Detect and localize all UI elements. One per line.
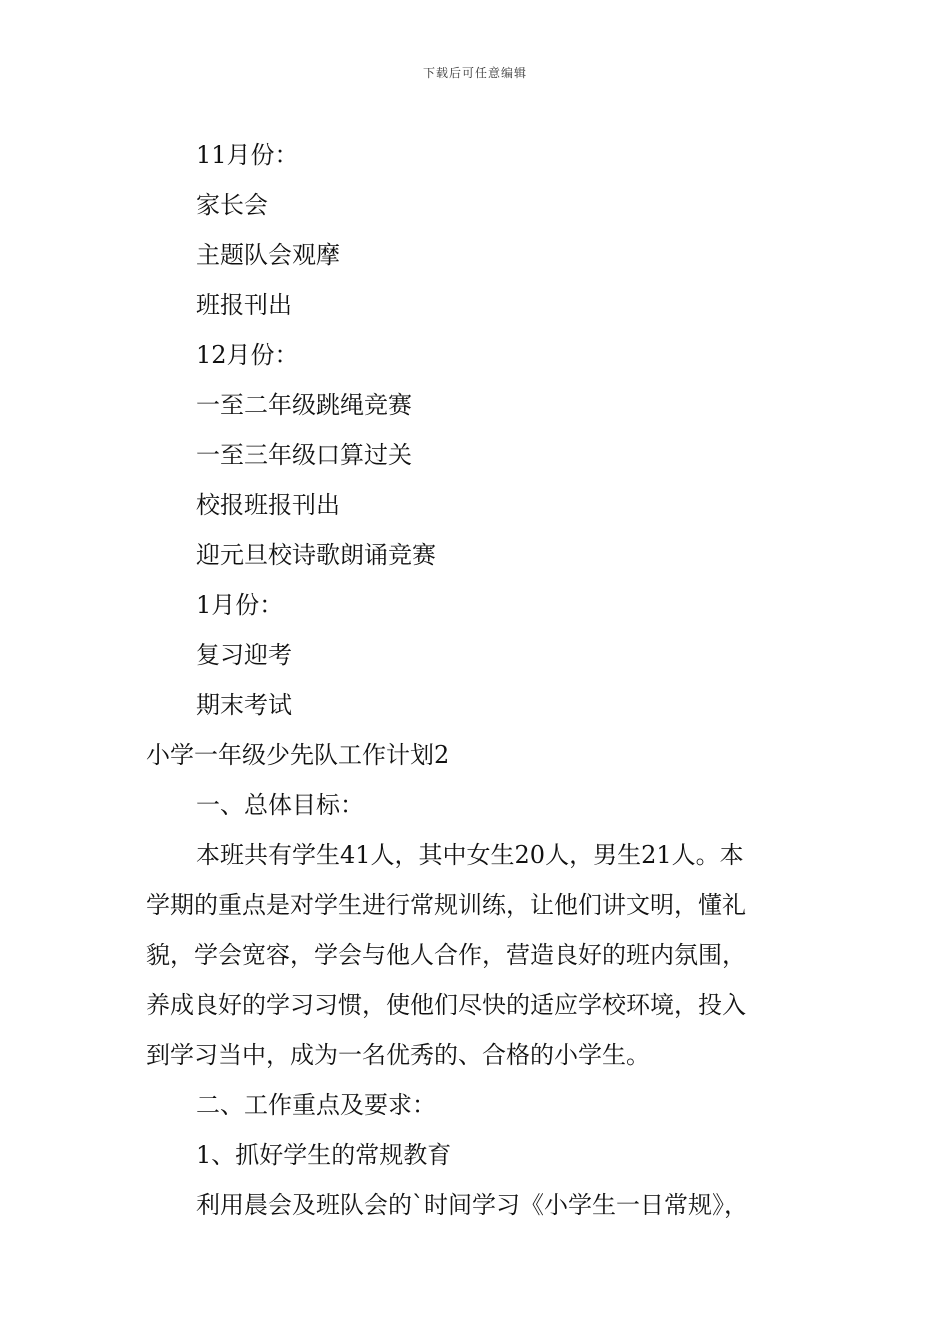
list-item: 一至二年级跳绳竞赛 (196, 391, 412, 419)
paragraph-line: 学期的重点是对学生进行常规训练，让他们讲文明，懂礼 (146, 891, 746, 919)
numbered-item: 1、抓好学生的常规教育 (196, 1141, 452, 1169)
month-heading-january: 1月份： (196, 591, 284, 619)
paragraph-line: 养成良好的学习习惯，使他们尽快的适应学校环境，投入 (146, 991, 746, 1019)
paragraph-line: 本班共有学生41人，其中女生20人，男生21人。本 (196, 841, 744, 869)
paragraph-line: 貌，学会宽容，学会与他人合作，营造良好的班内氛围， (146, 941, 746, 969)
list-item: 班报刊出 (196, 291, 292, 319)
list-item: 复习迎考 (196, 641, 292, 669)
list-item: 迎元旦校诗歌朗诵竞赛 (196, 541, 436, 569)
list-item: 校报班报刊出 (196, 491, 340, 519)
heading-overall-goal: 一、总体目标： (196, 791, 364, 819)
section-title: 小学一年级少先队工作计划2 (146, 741, 450, 769)
heading-work-focus: 二、工作重点及要求： (196, 1091, 436, 1119)
list-item: 期末考试 (196, 691, 292, 719)
month-heading-december: 12月份： (196, 341, 299, 369)
list-item: 一至三年级口算过关 (196, 441, 412, 469)
month-heading-november: 11月份： (196, 141, 299, 169)
list-item: 家长会 (196, 191, 268, 219)
document-body (146, 130, 810, 1230)
paragraph-line: 利用晨会及班队会的`时间学习《小学生一日常规》， (196, 1191, 748, 1219)
list-item: 主题队会观摩 (196, 241, 340, 269)
paragraph-line: 到学习当中，成为一名优秀的、合格的小学生。 (146, 1041, 650, 1069)
page-header: 下载后可任意编辑 (422, 66, 527, 80)
